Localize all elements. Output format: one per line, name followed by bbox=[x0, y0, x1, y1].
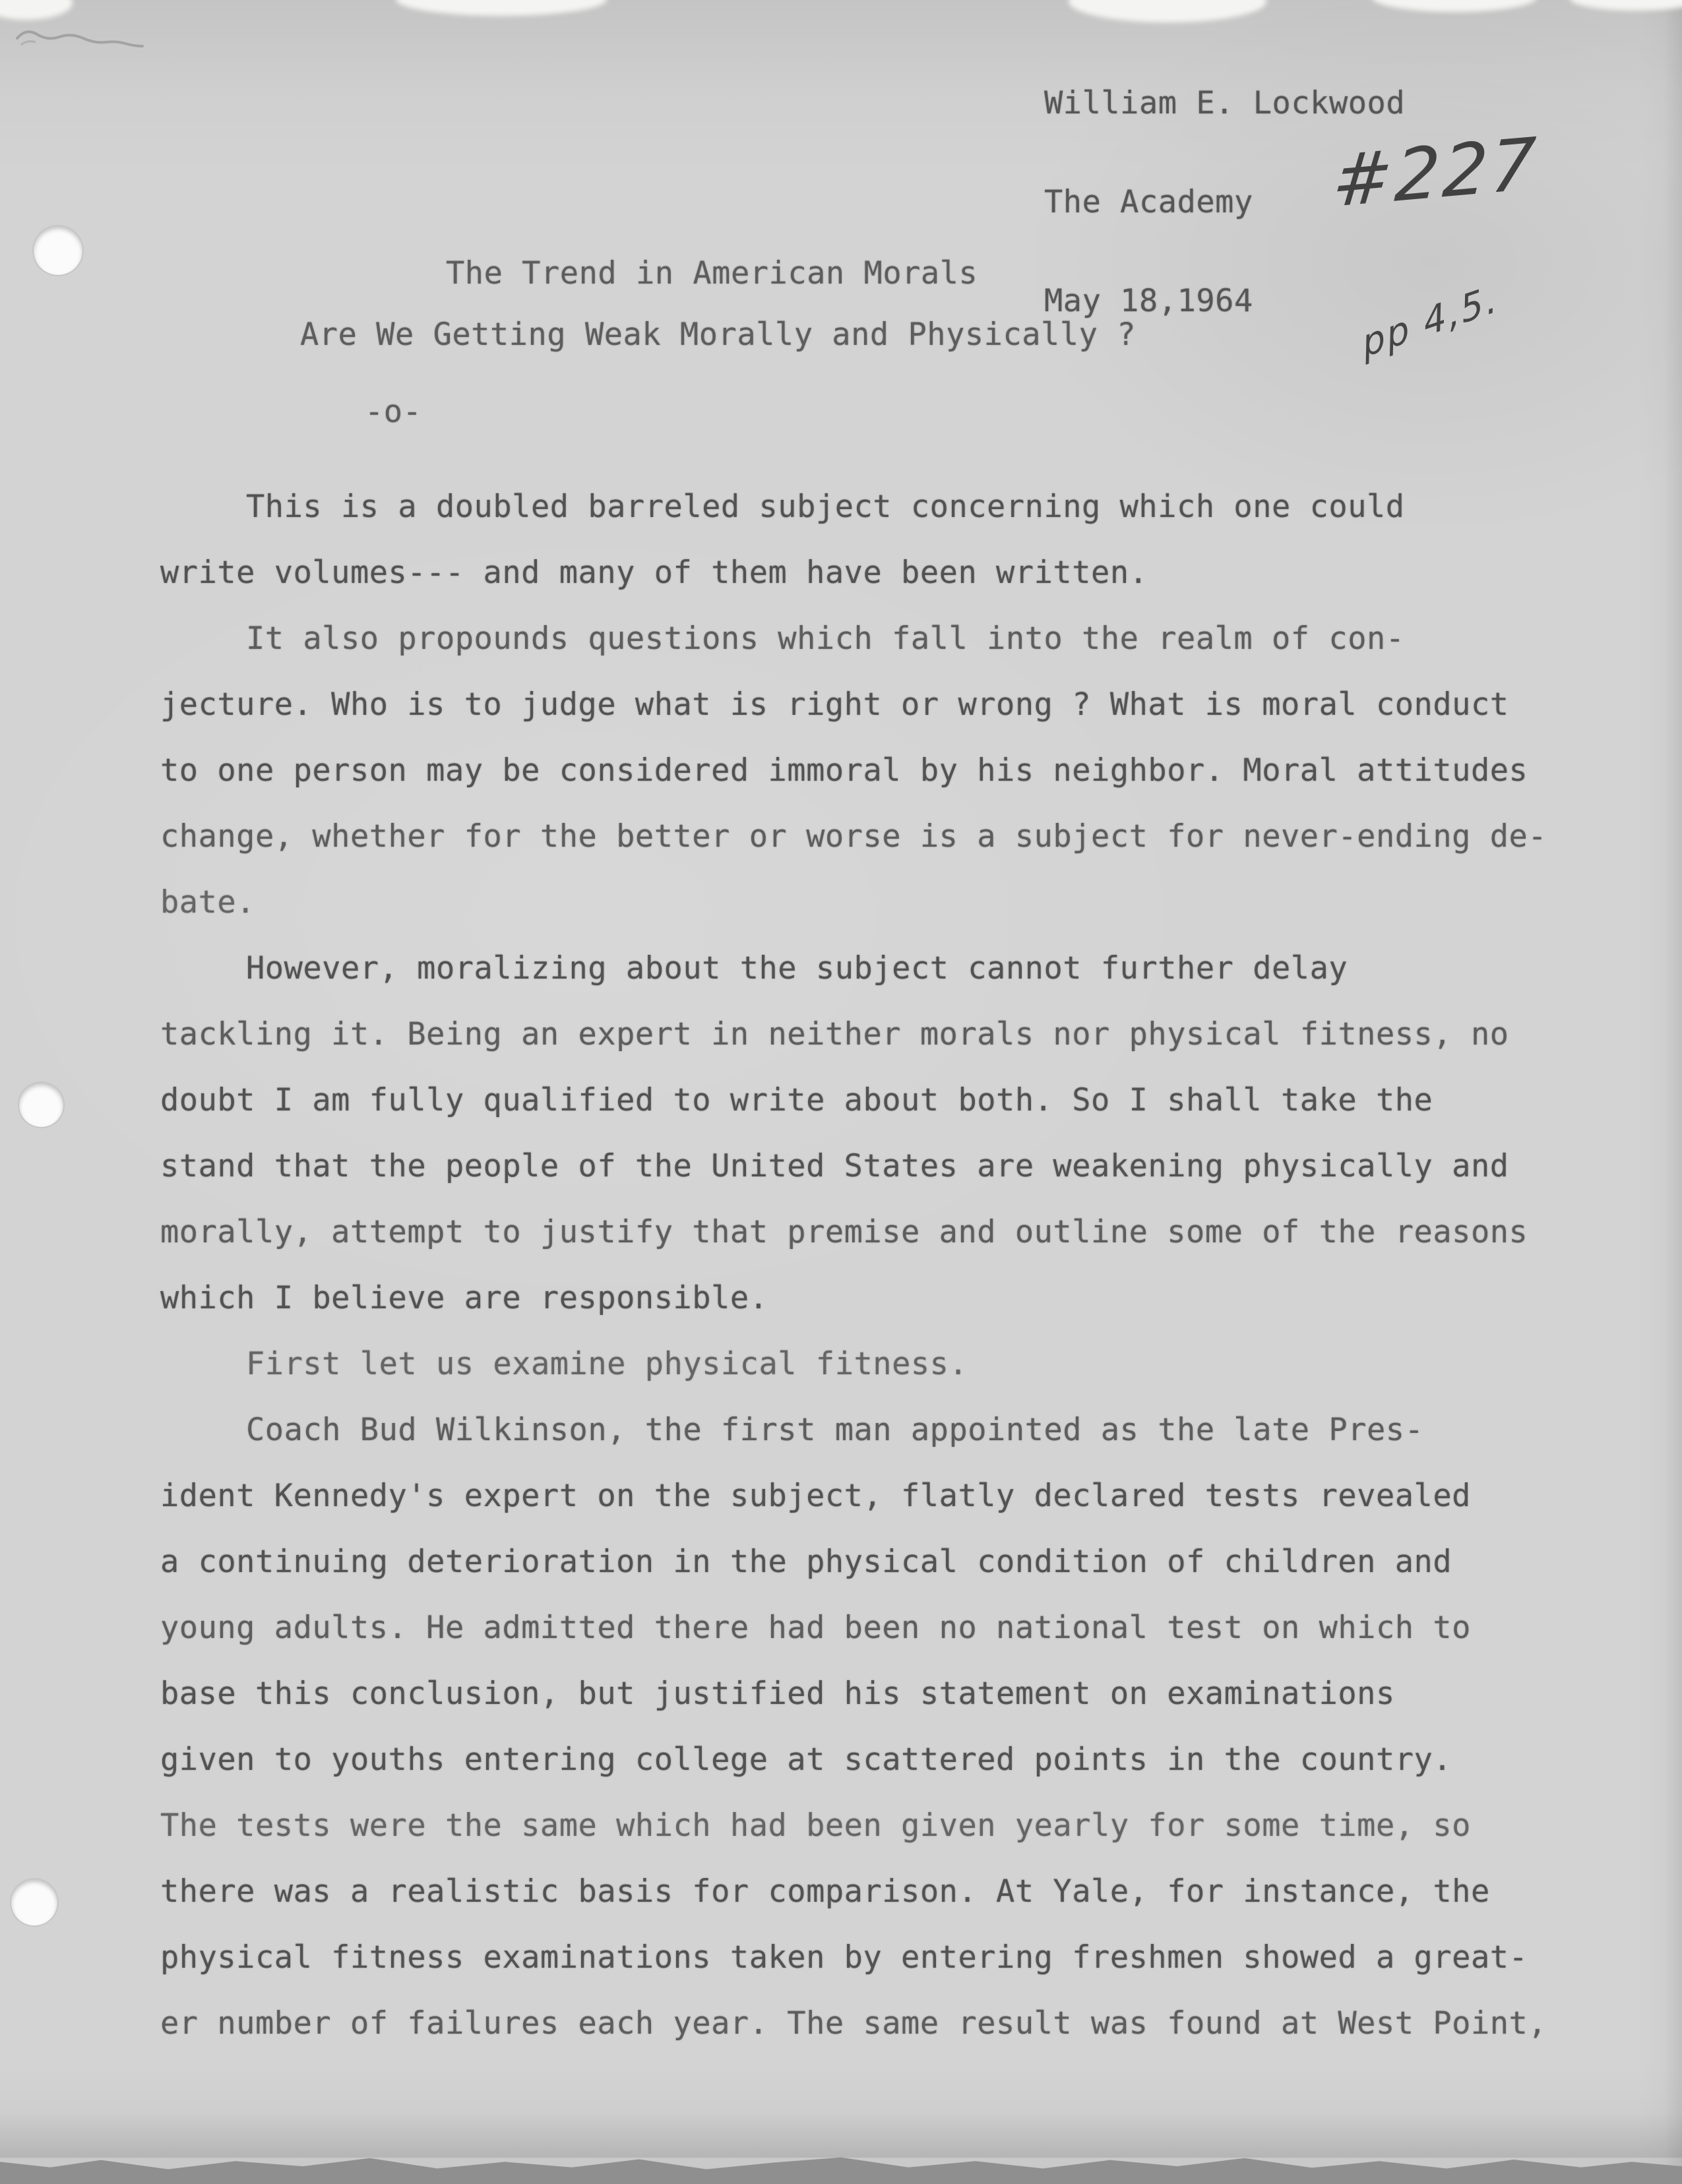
body-line: First let us examine physical fitness. bbox=[246, 1346, 968, 1382]
document-body bbox=[160, 474, 1598, 2057]
body-line: tackling it. Being an expert in neither morals nor physical fitness, no bbox=[160, 1016, 1509, 1052]
torn-paper-edge bbox=[396, 0, 607, 16]
torn-paper-edge bbox=[1069, 0, 1266, 22]
body-line: change, whether for the better or worse is a subject for never-ending de- bbox=[160, 818, 1547, 855]
body-line: er number of failures each year. The same result was found at West Point, bbox=[160, 2005, 1547, 2042]
body-line: doubt I am fully qualified to write about both. So I shall take the bbox=[160, 1082, 1433, 1118]
body-line: stand that the people of the United States are weakening physically and bbox=[160, 1148, 1509, 1184]
body-line: Coach Bud Wilkinson, the first man appointed as the late Pres- bbox=[246, 1412, 1424, 1448]
title-separator: -o- bbox=[365, 394, 422, 430]
pencil-scribble bbox=[12, 20, 157, 59]
body-line: morally, attempt to justify that premise and outline some of the reasons bbox=[160, 1214, 1528, 1250]
body-line: physical fitness examinations taken by entering freshmen showed a great- bbox=[160, 1939, 1528, 1976]
torn-paper-edge bbox=[0, 0, 73, 20]
body-line: This is a doubled barreled subject concerning which one could bbox=[246, 489, 1405, 525]
body-line: which I believe are responsible. bbox=[160, 1280, 768, 1316]
document-date: May 18,1964 bbox=[1044, 283, 1253, 319]
bottom-edge-shadow bbox=[0, 2111, 1682, 2158]
body-line: The tests were the same which had been given yearly for some time, so bbox=[160, 1807, 1471, 1844]
body-line: However, moralizing about the subject cannot further delay bbox=[246, 950, 1348, 986]
body-line: a continuing deterioration in the physical condition of children and bbox=[160, 1544, 1452, 1580]
punch-hole bbox=[19, 1083, 63, 1127]
torn-paper-edge bbox=[1372, 0, 1537, 12]
body-line: to one person may be considered immoral by his neighbor. Moral attitudes bbox=[160, 752, 1528, 789]
body-line: given to youths entering college at scattered points in the country. bbox=[160, 1742, 1452, 1778]
body-line: It also propounds questions which fall into the realm of con- bbox=[246, 621, 1405, 657]
document-subtitle: Are We Getting Weak Morally and Physically ? bbox=[300, 317, 1137, 353]
handwritten-page-note: pp 4,5. bbox=[1359, 276, 1502, 367]
body-line: write volumes--- and many of them have been written. bbox=[160, 555, 1148, 591]
punch-hole bbox=[11, 1879, 57, 1926]
body-line: young adults. He admitted there had been no national test on which to bbox=[160, 1610, 1471, 1646]
body-line: base this conclusion, but justified his statement on examinations bbox=[160, 1676, 1395, 1712]
handwritten-catalog-number: #227 bbox=[1330, 122, 1541, 224]
document-title: The Trend in American Morals bbox=[446, 255, 978, 291]
institution-name: The Academy bbox=[1044, 184, 1253, 220]
author-name: William E. Lockwood bbox=[1044, 85, 1406, 121]
punch-hole bbox=[34, 226, 82, 275]
torn-paper-edge bbox=[1570, 0, 1682, 11]
body-line: jecture. Who is to judge what is right or wrong ? What is moral conduct bbox=[160, 686, 1509, 723]
body-line: ident Kennedy's expert on the subject, flatly declared tests revealed bbox=[160, 1478, 1471, 1514]
body-line: there was a realistic basis for comparison. At Yale, for instance, the bbox=[160, 1873, 1490, 1910]
body-line: bate. bbox=[160, 884, 255, 921]
